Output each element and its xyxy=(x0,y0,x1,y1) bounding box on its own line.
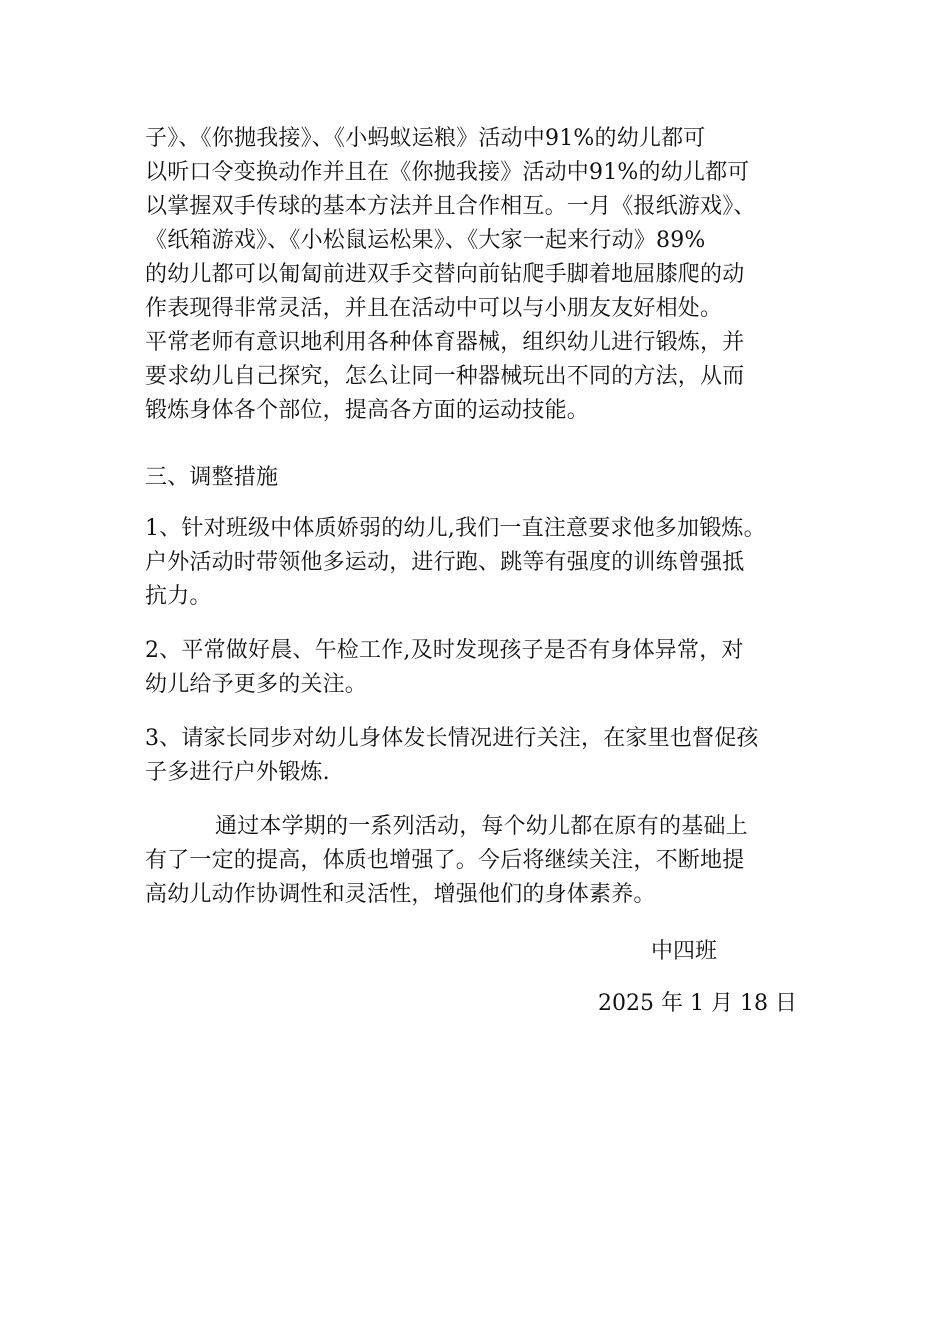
text-line: 2、平常做好晨、午检工作,及时发现孩子是否有身体异常，对 xyxy=(145,638,744,663)
text-line: 抗力。 xyxy=(145,584,212,609)
signature-date: 2025 年 1 月 18 日 xyxy=(598,991,797,1016)
text-line: 幼儿给予更多的关注。 xyxy=(145,672,368,697)
text-line: 以掌握双手传球的基本方法并且合作相互。一月《报纸游戏》、 xyxy=(145,194,756,219)
text-line: 《纸箱游戏》、《小松鼠运松果》、《大家一起来行动》89% xyxy=(145,228,706,253)
text-line: 平常老师有意识地利用各种体育器械，组织幼儿进行锻炼，并 xyxy=(145,330,745,355)
text-line: 户外活动时带领他多运动，进行跑、跳等有强度的训练曾强抵 xyxy=(145,550,745,575)
text-line: 以听口令变换动作并且在《你抛我接》活动中91%的幼儿都可 xyxy=(145,160,750,185)
text-line: 要求幼儿自己探究，怎么让同一种器械玩出不同的方法，从而 xyxy=(145,364,745,389)
measure-item-1 xyxy=(145,512,815,614)
text-line: 锻炼身体各个部位，提高各方面的运动技能。 xyxy=(145,398,590,423)
text-line: 作表现得非常灵活，并且在活动中可以与小朋友友好相处。 xyxy=(145,296,723,321)
measure-item-2 xyxy=(145,634,815,702)
intro-paragraph xyxy=(145,122,815,428)
text-line: 子》、《你抛我接》、《小蚂蚁运粮》活动中91%的幼儿都可 xyxy=(145,126,706,151)
measure-item-3 xyxy=(145,722,815,790)
conclusion-paragraph xyxy=(145,810,815,912)
text-line: 高幼儿动作协调性和灵活性，增强他们的身体素养。 xyxy=(145,882,656,907)
text-line: 3、请家长同步对幼儿身体发长情况进行关注，在家里也督促孩 xyxy=(145,726,759,751)
text-line: 的幼儿都可以匍匐前进双手交替向前钻爬手脚着地屈膝爬的动 xyxy=(145,262,745,287)
text-line: 有了一定的提高，体质也增强了。今后将继续关注，不断地提 xyxy=(145,848,745,873)
text-line: 1、针对班级中体质娇弱的幼儿,我们一直注意要求他多加锻炼。 xyxy=(145,516,766,541)
heading-text: 三、调整措施 xyxy=(145,465,279,490)
text-line: 子多进行户外锻炼. xyxy=(145,760,330,785)
section-heading xyxy=(145,461,815,495)
signature-class: 中四班 xyxy=(651,939,718,964)
text-line: 通过本学期的一系列活动，每个幼儿都在原有的基础上 xyxy=(215,814,748,839)
